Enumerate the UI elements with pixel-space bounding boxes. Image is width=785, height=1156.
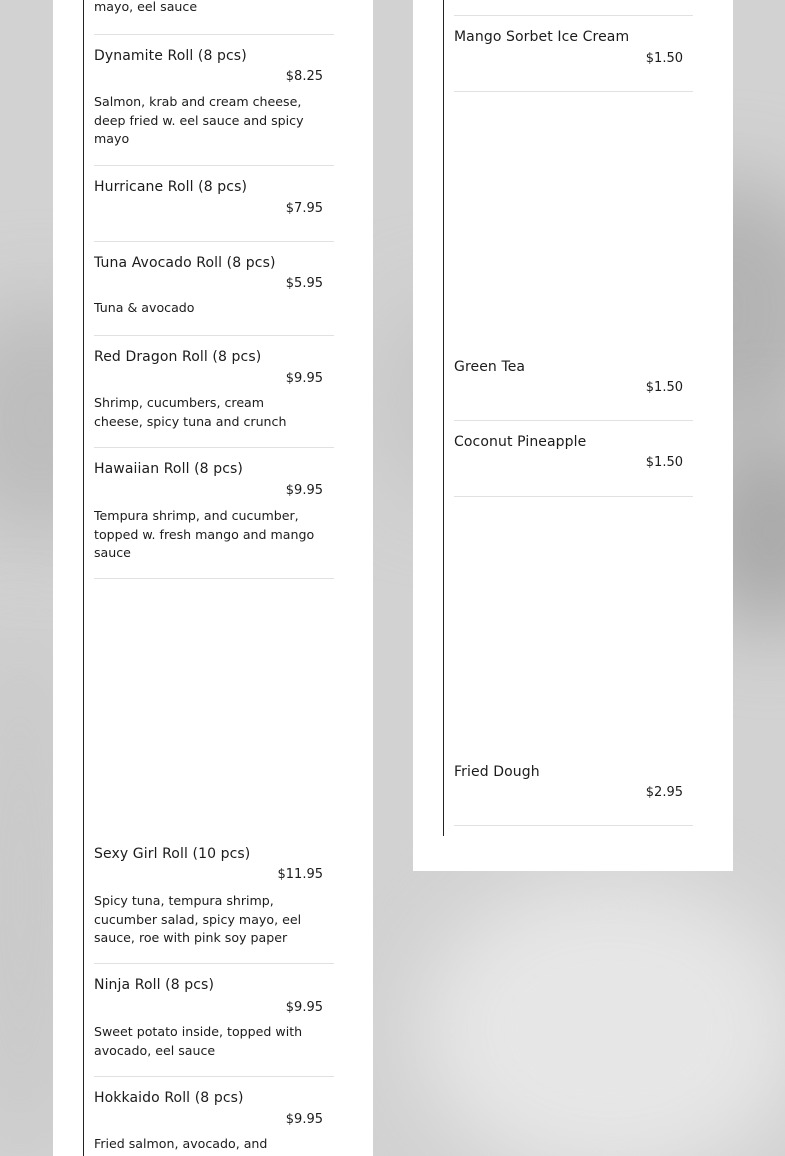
item-separator (454, 825, 693, 826)
item-separator (454, 496, 693, 497)
menu-item[interactable] (94, 461, 334, 571)
item-price: $9.95 (285, 1000, 323, 1015)
item-name: Red Dragon Roll (8 pcs) (94, 349, 262, 365)
item-separator (454, 15, 693, 16)
menu-item[interactable] (94, 48, 334, 158)
item-separator (94, 34, 334, 35)
item-description: mayo, eel sauce (94, 0, 198, 14)
item-separator (94, 1076, 334, 1077)
item-name: Fried Dough (454, 764, 540, 780)
menu-item[interactable] (94, 349, 334, 439)
item-price: $9.95 (285, 483, 323, 498)
item-description: Tuna & avocado (94, 300, 195, 315)
item-name: Dynamite Roll (8 pcs) (94, 48, 247, 64)
column-rule (443, 0, 444, 836)
item-price: $2.95 (645, 785, 683, 800)
item-name: Coconut Pineapple (454, 434, 587, 450)
item-description: Fried salmon, avocado, and (94, 1136, 268, 1151)
item-separator (94, 335, 334, 336)
menu-panel-right (413, 0, 733, 871)
menu-item[interactable] (454, 434, 693, 484)
item-name: Hokkaido Roll (8 pcs) (94, 1090, 244, 1106)
menu-item[interactable] (94, 255, 334, 325)
item-price: $8.25 (285, 69, 323, 84)
menu-item[interactable] (454, 29, 693, 79)
menu-item[interactable] (94, 179, 334, 229)
menu-item[interactable] (454, 764, 693, 814)
menu-item[interactable] (94, 846, 334, 956)
item-separator (454, 91, 693, 92)
item-separator (94, 165, 334, 166)
item-price: $1.50 (645, 380, 683, 395)
item-description: Spicy tuna, tempura shrimp, cucumber salad, spicy mayo, eel sauce, roe with pink soy paper (94, 893, 302, 945)
item-separator (94, 447, 334, 448)
item-separator (94, 241, 334, 242)
item-separator (94, 963, 334, 964)
item-separator (454, 420, 693, 421)
item-description: Sweet potato inside, topped with avocado, eel sauce (94, 1024, 303, 1058)
item-description: Salmon, krab and cream cheese, deep fried w. eel sauce and spicy mayo (94, 94, 304, 146)
item-name: Hurricane Roll (8 pcs) (94, 179, 248, 195)
item-name: Mango Sorbet Ice Cream (454, 29, 630, 45)
menu-panel-left (53, 0, 373, 1156)
item-description: Tempura shrimp, and cucumber, topped w. fresh mango and mango sauce (94, 508, 315, 560)
item-price: $9.95 (285, 1112, 323, 1127)
item-description: Shrimp, cucumbers, cream cheese, spicy tuna and crunch (94, 395, 287, 429)
item-price: $11.95 (277, 867, 323, 882)
menu-item[interactable] (94, 1090, 334, 1156)
menu-item[interactable] (94, 977, 334, 1067)
item-price: $7.95 (285, 201, 323, 216)
column-rule (83, 0, 84, 1156)
item-separator (94, 578, 334, 579)
item-price: $9.95 (285, 371, 323, 386)
item-price: $1.50 (645, 455, 683, 470)
item-name: Sexy Girl Roll (10 pcs) (94, 846, 251, 862)
item-name: Hawaiian Roll (8 pcs) (94, 461, 243, 477)
menu-item[interactable] (454, 359, 693, 409)
item-name: Green Tea (454, 359, 526, 375)
item-price: $1.50 (645, 51, 683, 66)
item-name: Tuna Avocado Roll (8 pcs) (94, 255, 276, 271)
item-price: $5.95 (285, 276, 323, 291)
item-name: Ninja Roll (8 pcs) (94, 977, 215, 993)
